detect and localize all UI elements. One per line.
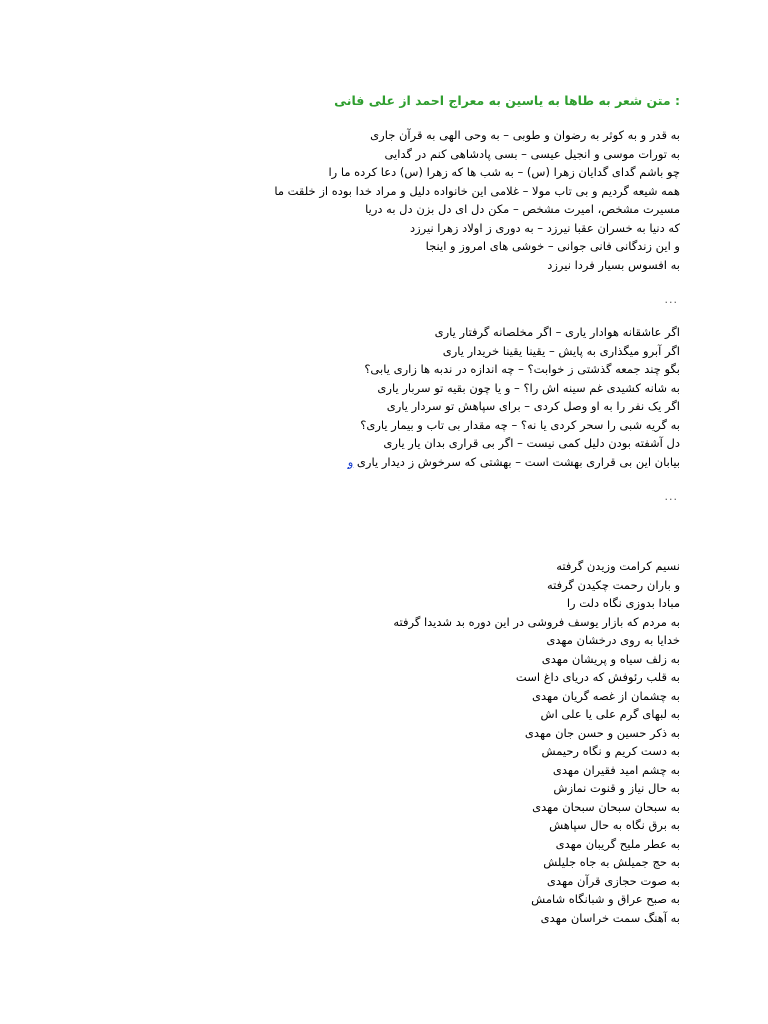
poem-line: به دست کریم و نگاه رحیمش (541, 744, 680, 758)
poem-line: به افسوس بسیار فردا نیرزد (547, 257, 680, 272)
poem-line: به برق نگاه به حال سپاهش (549, 818, 680, 832)
poem-line: به حال نیاز و قنوت نمازش (553, 781, 680, 795)
poem-line: به شانه کشیدی غم سینه اش را؟ – و یا چون بقیه تو سربار یاری (377, 380, 680, 395)
poem-line: خدایا به روی درخشان مهدی (546, 633, 680, 647)
poem-line: اگر عاشقانه هوادار یاری – اگر مخلصانه گرفتار یاری (434, 325, 680, 339)
poem-line-with-link (348, 453, 680, 472)
poem-line: نسیم کرامت وزیدن گرفته (556, 559, 680, 573)
poem-line: به چشمان از غصه گریان مهدی (532, 688, 680, 703)
poem-line: همه شیعه گردیم و بی تاب مولا – غلامی این خانواده دلیل و مراد خدا بوده از خلقت ما (274, 183, 680, 198)
poem-line: به لبهای گرم علی یا علی اش (540, 707, 680, 721)
poem-line: به سبحان سبحان سبحان مهدی (532, 799, 680, 814)
poem-line: بگو چند جمعه گذشتی ز خوابت؟ – چه اندازه در ندبه ها زاری یابی؟ (364, 362, 680, 376)
poem-line: به زلف سیاه و پریشان مهدی (541, 651, 680, 666)
poem-line: مسیرت مشخص، امیرت مشخص – مکن دل ای دل بزن دل به دریا (365, 202, 680, 216)
poem-line: به آهنگ سمت خراسان مهدی (540, 910, 680, 925)
poem-line: اگر آبرو میگذاری به پایش – یقینا یقینا خریدار یاری (442, 343, 680, 358)
poem-line: به قدر و به کوثر به رضوان و طوبی – به وحی الهی به قرآن جاری (370, 128, 680, 142)
poem-line: به قلب رئوفش که دریای داغ است (515, 670, 680, 684)
poem-line: دل آشفته بودن دلیل کمی نیست – اگر بی قراری بدان یار یاری (383, 436, 680, 450)
continuation-link[interactable]: و (347, 454, 354, 469)
stanza-1 (274, 126, 680, 274)
poem-line: مبادا بدوزی نگاه دلت را (566, 596, 680, 610)
poem-line: و این زندگانی فانی جوانی – خوشی های امروز و اینجا (425, 239, 680, 253)
stanza-2 (348, 323, 680, 471)
poem-line: اگر یک نفر را به او وصل کردی – برای سپاهش تو سردار یاری (386, 399, 680, 413)
poem-line-text: بیابان این بی قراری بهشت است – بهشتی که سرخوش ز دیدار یاری (356, 454, 680, 469)
poem-line: به تورات موسی و انجیل عیسی – بسی پادشاهی کنم در گدایی (384, 146, 680, 161)
poem-line: به صوت حجازی قرآن مهدی (546, 873, 680, 888)
poem-line: به چشم امید فقیران مهدی (552, 762, 680, 777)
poem-line: به گریه شبی را سحر کردی یا نه؟ – چه مقدار بی تاب و بیمار یاری؟ (360, 417, 680, 432)
poem-line: به حج جمیلش به جاه جلیلش (543, 855, 680, 869)
stanza-3 (393, 557, 680, 927)
poem-line: چو باشم گدای گدایان زهرا (س) – به شب ها که زهرا (س) دعا کرده ما را (328, 165, 680, 179)
section-ellipsis: ... (664, 293, 678, 306)
poem-line: به عطر ملیح گریبان مهدی (555, 836, 680, 851)
poem-line: به مردم که بازار یوسف فروشی در این دوره بد شدیدا گرفته (393, 614, 680, 629)
poem-line: که دنیا به خسران عقبا نیرزد – به دوری ز اولاد زهرا نیرزد (409, 220, 680, 235)
poem-line: و باران رحمت چکیدن گرفته (546, 577, 680, 592)
poem-title: : متن شعر به طاها به یاسین به معراج احمد از علی فانی (334, 93, 680, 108)
poem-line: به ذکر حسین و حسن جان مهدی (524, 725, 680, 740)
section-ellipsis: ... (664, 490, 678, 503)
poem-line: به صبح عراق و شبانگاه شامش (531, 892, 680, 906)
